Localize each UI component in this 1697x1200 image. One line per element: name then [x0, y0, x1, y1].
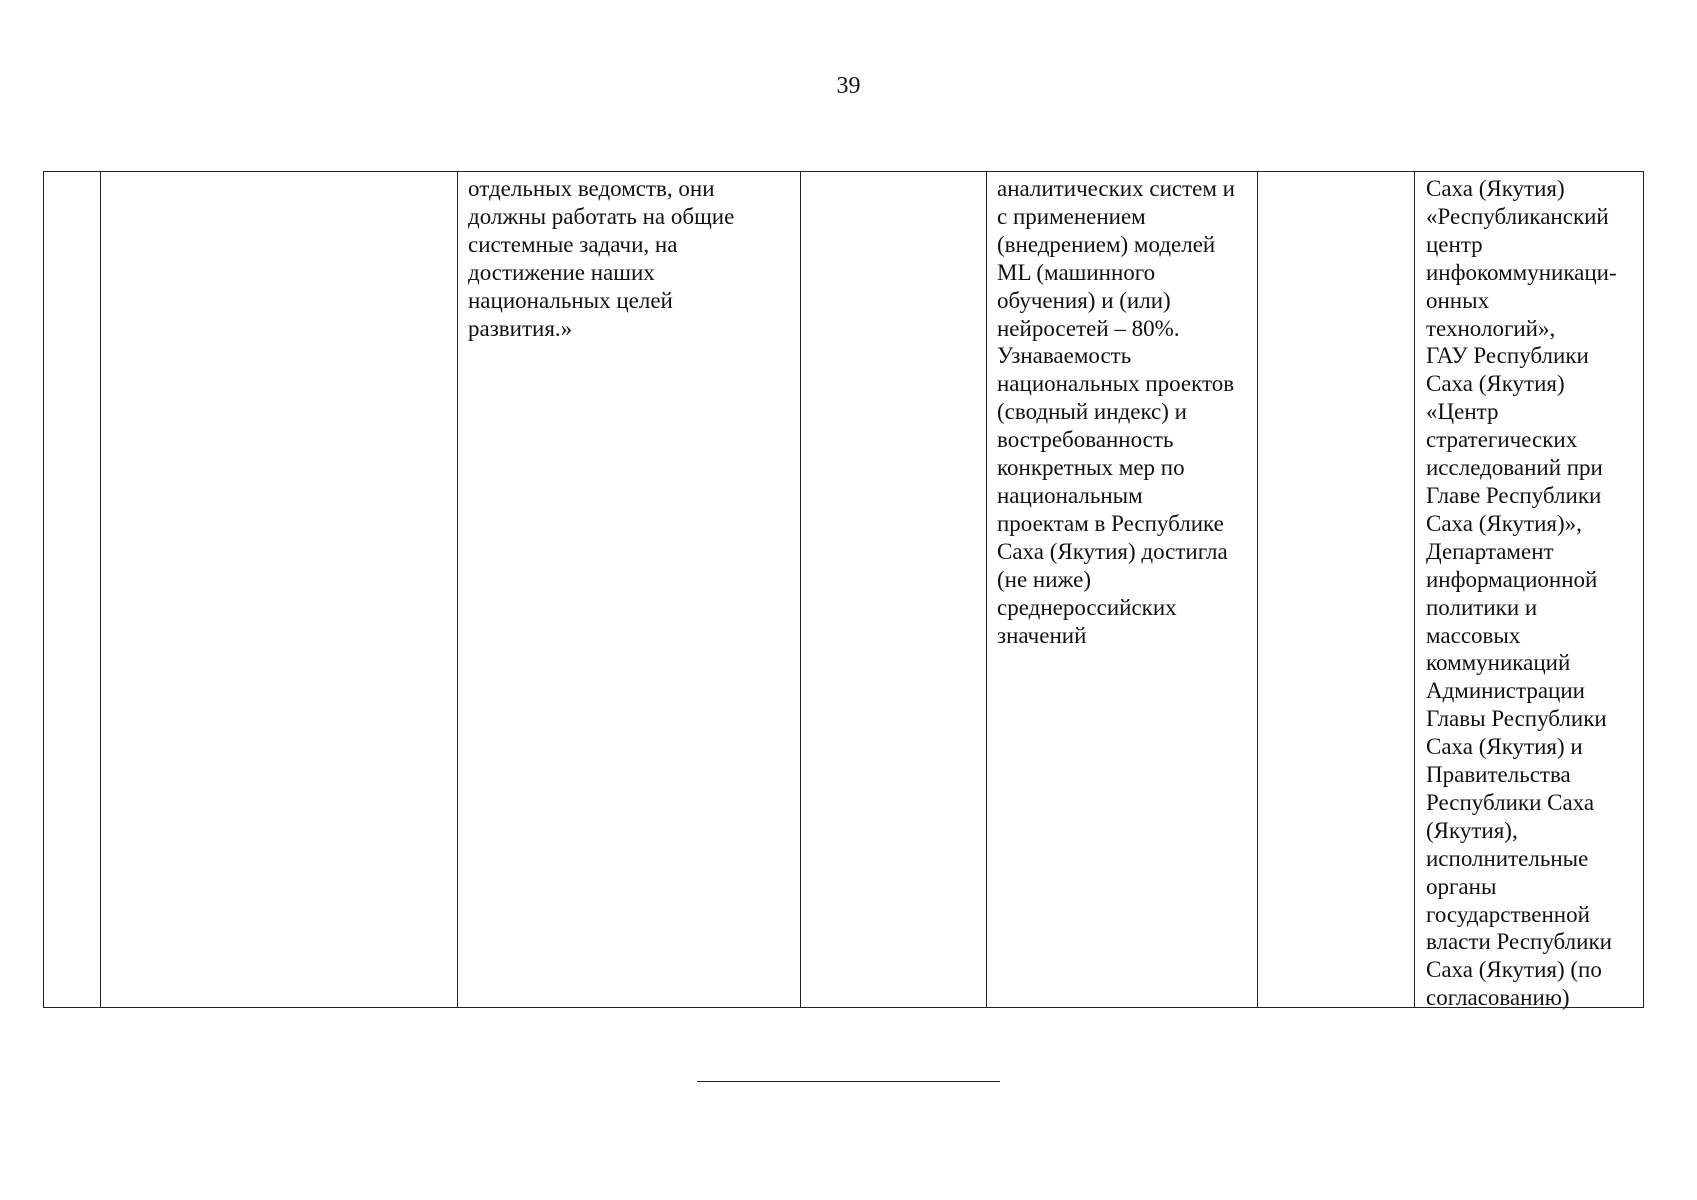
- end-of-document-rule: [697, 1081, 1000, 1082]
- column-divider-2: [457, 171, 458, 1008]
- page-number: 39: [836, 73, 861, 99]
- column-divider-4: [986, 171, 987, 1008]
- table-border-left: [43, 171, 44, 1008]
- column-divider-3: [800, 171, 801, 1008]
- continuation-table: [43, 171, 1644, 1008]
- column-divider-6: [1414, 171, 1415, 1008]
- column-divider-1: [100, 171, 101, 1008]
- table-cell-result: аналитических систем и с применением (внедрением) моделей ML (машинного обучения) и (или) нейросетей – 80%. Узнаваемость национальных проектов (сводный индекс) и востребованность конкретных мер по национальным проектам в Республике Саха (Якутия) достигла (не ниже) среднероссийских значений: [997, 176, 1235, 648]
- table-border-right: [1643, 171, 1644, 1008]
- table-cell-rationale: отдельных ведомств, они должны работать на общие системные задачи, на достижение наших национальных целей развития.»: [468, 176, 735, 341]
- column-divider-5: [1257, 171, 1258, 1008]
- table-cell-responsible: Саха (Якутия) «Республиканский центр инфокоммуникаци- онных технологий», ГАУ Республики Саха (Якутия) «Центр стратегических исследований при Главе Республики Саха (Якутия)», Департамент информационной политики и массовых коммуникаций Администрации Главы Республики Саха (Якутия) и Правительства Республики Саха (Якутия), исполнительные органы государственной власти Республики Саха (Якутия) (по согласованию): [1426, 176, 1617, 1011]
